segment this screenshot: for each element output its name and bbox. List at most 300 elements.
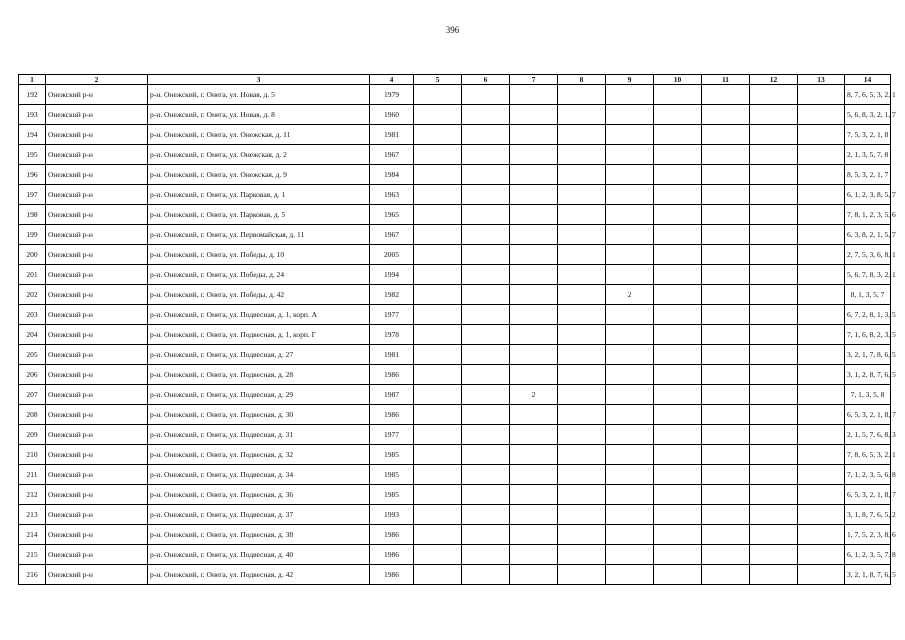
col6-cell	[462, 305, 510, 325]
col7-cell	[510, 85, 558, 105]
col13-cell	[798, 565, 845, 585]
col9-cell	[606, 125, 654, 145]
col6-cell	[462, 285, 510, 305]
row-number-cell: 209	[19, 425, 46, 445]
col13-cell	[798, 405, 845, 425]
col6-cell	[462, 105, 510, 125]
col9-cell	[606, 365, 654, 385]
district-cell: Онежский р-н	[46, 125, 148, 145]
col12-cell	[750, 265, 798, 285]
col10-cell	[654, 85, 702, 105]
district-cell: Онежский р-н	[46, 145, 148, 165]
year-cell: 1982	[370, 285, 414, 305]
year-cell: 1985	[370, 485, 414, 505]
address-cell: р-н. Онежский, г. Онега, ул. Подвесная, д. 1, корп. Г	[148, 325, 370, 345]
col11-cell	[702, 345, 750, 365]
col11-cell	[702, 445, 750, 465]
table-row	[19, 365, 891, 385]
address-cell: р-н. Онежский, г. Онега, ул. Победы, д. 24	[148, 265, 370, 285]
col10-cell	[654, 565, 702, 585]
col5-cell	[414, 385, 462, 405]
row-number-cell: 194	[19, 125, 46, 145]
col7-cell	[510, 345, 558, 365]
row-number-cell: 201	[19, 265, 46, 285]
year-cell: 1986	[370, 525, 414, 545]
col8-cell	[558, 125, 606, 145]
col10-cell	[654, 345, 702, 365]
col10-cell	[654, 225, 702, 245]
col10-cell	[654, 385, 702, 405]
column-header: 7	[510, 75, 558, 85]
col11-cell	[702, 205, 750, 225]
year-cell: 1977	[370, 425, 414, 445]
district-cell: Онежский р-н	[46, 245, 148, 265]
col11-cell	[702, 325, 750, 345]
col9-cell	[606, 425, 654, 445]
col13-cell	[798, 285, 845, 305]
col8-cell	[558, 465, 606, 485]
address-cell: р-н. Онежский, г. Онега, ул. Онежская, д. 2	[148, 145, 370, 165]
col12-cell	[750, 445, 798, 465]
district-cell: Онежский р-н	[46, 325, 148, 345]
col13-cell	[798, 305, 845, 325]
district-cell: Онежский р-н	[46, 385, 148, 405]
col7-cell	[510, 565, 558, 585]
col11-cell	[702, 125, 750, 145]
col5-cell	[414, 545, 462, 565]
col8-cell	[558, 265, 606, 285]
col11-cell	[702, 265, 750, 285]
col8-cell	[558, 285, 606, 305]
col9-cell	[606, 405, 654, 425]
col8-cell	[558, 205, 606, 225]
col5-cell	[414, 325, 462, 345]
col14-cell: 3, 1, 8, 7, 6, 5, 2	[845, 505, 891, 525]
col9-cell	[606, 145, 654, 165]
table-row	[19, 545, 891, 565]
col12-cell	[750, 505, 798, 525]
col13-cell	[798, 325, 845, 345]
col14-cell: 6, 3, 8, 2, 1, 5, 7	[845, 225, 891, 245]
district-cell: Онежский р-н	[46, 265, 148, 285]
col6-cell	[462, 365, 510, 385]
address-cell: р-н. Онежский, г. Онега, ул. Онежская, д. 9	[148, 165, 370, 185]
row-number-cell: 202	[19, 285, 46, 305]
col12-cell	[750, 425, 798, 445]
col13-cell	[798, 425, 845, 445]
col13-cell	[798, 485, 845, 505]
col6-cell	[462, 225, 510, 245]
col13-cell	[798, 125, 845, 145]
col8-cell	[558, 545, 606, 565]
col10-cell	[654, 425, 702, 445]
col14-cell: 5, 6, 7, 8, 3, 2, 1	[845, 265, 891, 285]
year-cell: 2005	[370, 245, 414, 265]
year-cell: 1981	[370, 345, 414, 365]
address-cell: р-н. Онежский, г. Онега, ул. Парковая, д. 1	[148, 185, 370, 205]
column-header: 9	[606, 75, 654, 85]
column-header: 10	[654, 75, 702, 85]
row-number-cell: 193	[19, 105, 46, 125]
column-header: 12	[750, 75, 798, 85]
address-cell: р-н. Онежский, г. Онега, ул. Новая, д. 8	[148, 105, 370, 125]
address-cell: р-н. Онежский, г. Онега, ул. Подвесная, д. 36	[148, 485, 370, 505]
col13-cell	[798, 145, 845, 165]
year-cell: 1965	[370, 205, 414, 225]
col13-cell	[798, 505, 845, 525]
col10-cell	[654, 325, 702, 345]
col8-cell	[558, 505, 606, 525]
address-cell: р-н. Онежский, г. Онега, ул. Первомайская, д. 11	[148, 225, 370, 245]
col6-cell	[462, 405, 510, 425]
col6-cell	[462, 165, 510, 185]
col14-cell: 5, 6, 8, 3, 2, 1, 7	[845, 105, 891, 125]
row-number-cell: 215	[19, 545, 46, 565]
column-header: 1	[19, 75, 46, 85]
col11-cell	[702, 225, 750, 245]
col13-cell	[798, 545, 845, 565]
col8-cell	[558, 185, 606, 205]
row-number-cell: 204	[19, 325, 46, 345]
col12-cell	[750, 525, 798, 545]
address-cell: р-н. Онежский, г. Онега, ул. Онежская, д. 11	[148, 125, 370, 145]
col10-cell	[654, 165, 702, 185]
row-number-cell: 203	[19, 305, 46, 325]
address-cell: р-н. Онежский, г. Онега, ул. Победы, д. 10	[148, 245, 370, 265]
col8-cell	[558, 105, 606, 125]
col12-cell	[750, 545, 798, 565]
row-number-cell: 200	[19, 245, 46, 265]
row-number-cell: 195	[19, 145, 46, 165]
row-number-cell: 208	[19, 405, 46, 425]
col8-cell	[558, 165, 606, 185]
col7-cell	[510, 125, 558, 145]
col5-cell	[414, 85, 462, 105]
col14-cell: 2, 1, 5, 7, 6, 8, 3	[845, 425, 891, 445]
year-cell: 1978	[370, 325, 414, 345]
col6-cell	[462, 385, 510, 405]
table-row	[19, 225, 891, 245]
col5-cell	[414, 105, 462, 125]
col6-cell	[462, 185, 510, 205]
district-cell: Онежский р-н	[46, 365, 148, 385]
address-cell: р-н. Онежский, г. Онега, ул. Подвесная, д. 31	[148, 425, 370, 445]
year-cell: 1993	[370, 505, 414, 525]
col7-cell	[510, 325, 558, 345]
district-cell: Онежский р-н	[46, 345, 148, 365]
district-cell: Онежский р-н	[46, 545, 148, 565]
col9-cell	[606, 345, 654, 365]
col5-cell	[414, 205, 462, 225]
year-cell: 1984	[370, 165, 414, 185]
table-row	[19, 525, 891, 545]
col5-cell	[414, 185, 462, 205]
col9-cell	[606, 205, 654, 225]
page-number: 396	[445, 25, 460, 35]
col8-cell	[558, 405, 606, 425]
col10-cell	[654, 445, 702, 465]
col10-cell	[654, 465, 702, 485]
col8-cell	[558, 445, 606, 465]
column-header: 8	[558, 75, 606, 85]
column-header: 5	[414, 75, 462, 85]
col7-cell	[510, 225, 558, 245]
table-row	[19, 165, 891, 185]
col7-cell	[510, 245, 558, 265]
table-row	[19, 565, 891, 585]
address-cell: р-н. Онежский, г. Онега, ул. Подвесная, д. 40	[148, 545, 370, 565]
col14-cell: 3, 1, 2, 8, 7, 6, 5	[845, 365, 891, 385]
col12-cell	[750, 465, 798, 485]
col14-cell: 6, 7, 2, 8, 1, 3, 5	[845, 305, 891, 325]
address-cell: р-н. Онежский, г. Онега, ул. Парковая, д. 5	[148, 205, 370, 225]
col7-cell	[510, 365, 558, 385]
col13-cell	[798, 465, 845, 485]
col11-cell	[702, 365, 750, 385]
col14-cell: 6, 1, 2, 3, 8, 5, 7	[845, 185, 891, 205]
col9-cell	[606, 505, 654, 525]
table-row	[19, 325, 891, 345]
col7-cell	[510, 185, 558, 205]
col13-cell	[798, 445, 845, 465]
col7-cell	[510, 485, 558, 505]
col9-cell	[606, 185, 654, 205]
year-cell: 1986	[370, 565, 414, 585]
district-cell: Онежский р-н	[46, 225, 148, 245]
col7-cell	[510, 145, 558, 165]
col13-cell	[798, 345, 845, 365]
district-cell: Онежский р-н	[46, 505, 148, 525]
col12-cell	[750, 185, 798, 205]
col13-cell	[798, 105, 845, 125]
district-cell: Онежский р-н	[46, 425, 148, 445]
year-cell: 1963	[370, 185, 414, 205]
table-row	[19, 405, 891, 425]
col6-cell	[462, 425, 510, 445]
col8-cell	[558, 565, 606, 585]
district-cell: Онежский р-н	[46, 105, 148, 125]
col14-cell: 3, 2, 1, 8, 7, 6, 5	[845, 565, 891, 585]
col12-cell	[750, 225, 798, 245]
district-cell: Онежский р-н	[46, 305, 148, 325]
address-cell: р-н. Онежский, г. Онега, ул. Подвесная, д. 38	[148, 525, 370, 545]
col9-cell: 2	[606, 285, 654, 305]
col6-cell	[462, 545, 510, 565]
row-number-cell: 207	[19, 385, 46, 405]
col14-cell: 8, 7, 6, 5, 3, 2, 1	[845, 85, 891, 105]
col8-cell	[558, 485, 606, 505]
table-row	[19, 125, 891, 145]
district-cell: Онежский р-н	[46, 285, 148, 305]
row-number-cell: 213	[19, 505, 46, 525]
col7-cell	[510, 285, 558, 305]
col9-cell	[606, 465, 654, 485]
col5-cell	[414, 225, 462, 245]
col10-cell	[654, 405, 702, 425]
col6-cell	[462, 125, 510, 145]
col7-cell	[510, 545, 558, 565]
col7-cell	[510, 305, 558, 325]
col13-cell	[798, 225, 845, 245]
col6-cell	[462, 145, 510, 165]
col10-cell	[654, 185, 702, 205]
address-cell: р-н. Онежский, г. Онега, ул. Подвесная, д. 37	[148, 505, 370, 525]
col14-cell: 8, 5, 3, 2, 1, 7	[845, 165, 891, 185]
col11-cell	[702, 145, 750, 165]
district-cell: Онежский р-н	[46, 465, 148, 485]
col13-cell	[798, 245, 845, 265]
col11-cell	[702, 85, 750, 105]
year-cell: 1977	[370, 305, 414, 325]
col6-cell	[462, 265, 510, 285]
col14-cell: 6, 5, 3, 2, 1, 8, 7	[845, 485, 891, 505]
col9-cell	[606, 385, 654, 405]
table-row	[19, 425, 891, 445]
col12-cell	[750, 385, 798, 405]
col5-cell	[414, 125, 462, 145]
table-row	[19, 465, 891, 485]
column-header: 11	[702, 75, 750, 85]
col12-cell	[750, 85, 798, 105]
col14-cell: 3, 2, 1, 7, 8, 6, 5	[845, 345, 891, 365]
col6-cell	[462, 345, 510, 365]
col5-cell	[414, 445, 462, 465]
col5-cell	[414, 345, 462, 365]
col10-cell	[654, 525, 702, 545]
address-cell: р-н. Онежский, г. Онега, ул. Подвесная, д. 28	[148, 365, 370, 385]
district-cell: Онежский р-н	[46, 85, 148, 105]
year-cell: 1967	[370, 225, 414, 245]
row-number-cell: 196	[19, 165, 46, 185]
col11-cell	[702, 305, 750, 325]
year-cell: 1987	[370, 385, 414, 405]
col6-cell	[462, 205, 510, 225]
table-row	[19, 245, 891, 265]
col10-cell	[654, 305, 702, 325]
col11-cell	[702, 405, 750, 425]
column-header: 14	[845, 75, 891, 85]
address-cell: р-н. Онежский, г. Онега, ул. Победы, д. 42	[148, 285, 370, 305]
year-cell: 1994	[370, 265, 414, 285]
col12-cell	[750, 245, 798, 265]
district-cell: Онежский р-н	[46, 205, 148, 225]
col5-cell	[414, 505, 462, 525]
col10-cell	[654, 365, 702, 385]
address-cell: р-н. Онежский, г. Онега, ул. Подвесная, д. 27	[148, 345, 370, 365]
col11-cell	[702, 385, 750, 405]
col8-cell	[558, 245, 606, 265]
district-cell: Онежский р-н	[46, 485, 148, 505]
col8-cell	[558, 85, 606, 105]
row-number-cell: 206	[19, 365, 46, 385]
row-number-cell: 198	[19, 205, 46, 225]
col7-cell: 2	[510, 385, 558, 405]
col9-cell	[606, 525, 654, 545]
table-row	[19, 385, 891, 405]
col10-cell	[654, 285, 702, 305]
col5-cell	[414, 145, 462, 165]
col10-cell	[654, 545, 702, 565]
address-cell: р-н. Онежский, г. Онега, ул. Подвесная, д. 1, корп. А	[148, 305, 370, 325]
col12-cell	[750, 205, 798, 225]
address-cell: р-н. Онежский, г. Онега, ул. Подвесная, д. 29	[148, 385, 370, 405]
col10-cell	[654, 265, 702, 285]
col9-cell	[606, 105, 654, 125]
col9-cell	[606, 85, 654, 105]
col11-cell	[702, 165, 750, 185]
col6-cell	[462, 525, 510, 545]
col8-cell	[558, 325, 606, 345]
col6-cell	[462, 445, 510, 465]
col6-cell	[462, 505, 510, 525]
col11-cell	[702, 465, 750, 485]
table-row	[19, 445, 891, 465]
col9-cell	[606, 305, 654, 325]
row-number-cell: 216	[19, 565, 46, 585]
col5-cell	[414, 245, 462, 265]
col12-cell	[750, 325, 798, 345]
year-cell: 1986	[370, 365, 414, 385]
col12-cell	[750, 345, 798, 365]
col11-cell	[702, 105, 750, 125]
table-row	[19, 105, 891, 125]
district-cell: Онежский р-н	[46, 525, 148, 545]
col13-cell	[798, 265, 845, 285]
col14-cell: 2, 1, 3, 5, 7, 8	[845, 145, 891, 165]
col6-cell	[462, 325, 510, 345]
col7-cell	[510, 105, 558, 125]
col5-cell	[414, 525, 462, 545]
col14-cell: 7, 1, 6, 8, 2, 3, 5	[845, 325, 891, 345]
col12-cell	[750, 485, 798, 505]
col10-cell	[654, 245, 702, 265]
col9-cell	[606, 265, 654, 285]
col10-cell	[654, 105, 702, 125]
table-row	[19, 185, 891, 205]
col11-cell	[702, 285, 750, 305]
table-row	[19, 485, 891, 505]
district-cell: Онежский р-н	[46, 405, 148, 425]
col14-cell: 8, 1, 3, 5, 7	[845, 285, 891, 305]
year-cell: 1979	[370, 85, 414, 105]
column-header: 4	[370, 75, 414, 85]
table-row	[19, 505, 891, 525]
col11-cell	[702, 245, 750, 265]
year-cell: 1986	[370, 545, 414, 565]
col14-cell: 1, 7, 5, 2, 3, 8, 6	[845, 525, 891, 545]
col12-cell	[750, 305, 798, 325]
col13-cell	[798, 85, 845, 105]
col7-cell	[510, 405, 558, 425]
col12-cell	[750, 145, 798, 165]
col11-cell	[702, 185, 750, 205]
col5-cell	[414, 265, 462, 285]
table-row	[19, 345, 891, 365]
table-row	[19, 265, 891, 285]
col9-cell	[606, 245, 654, 265]
col7-cell	[510, 265, 558, 285]
col13-cell	[798, 185, 845, 205]
col13-cell	[798, 525, 845, 545]
col10-cell	[654, 485, 702, 505]
year-cell: 1986	[370, 405, 414, 425]
col7-cell	[510, 525, 558, 545]
col6-cell	[462, 565, 510, 585]
col11-cell	[702, 525, 750, 545]
col8-cell	[558, 145, 606, 165]
district-cell: Онежский р-н	[46, 445, 148, 465]
col9-cell	[606, 445, 654, 465]
